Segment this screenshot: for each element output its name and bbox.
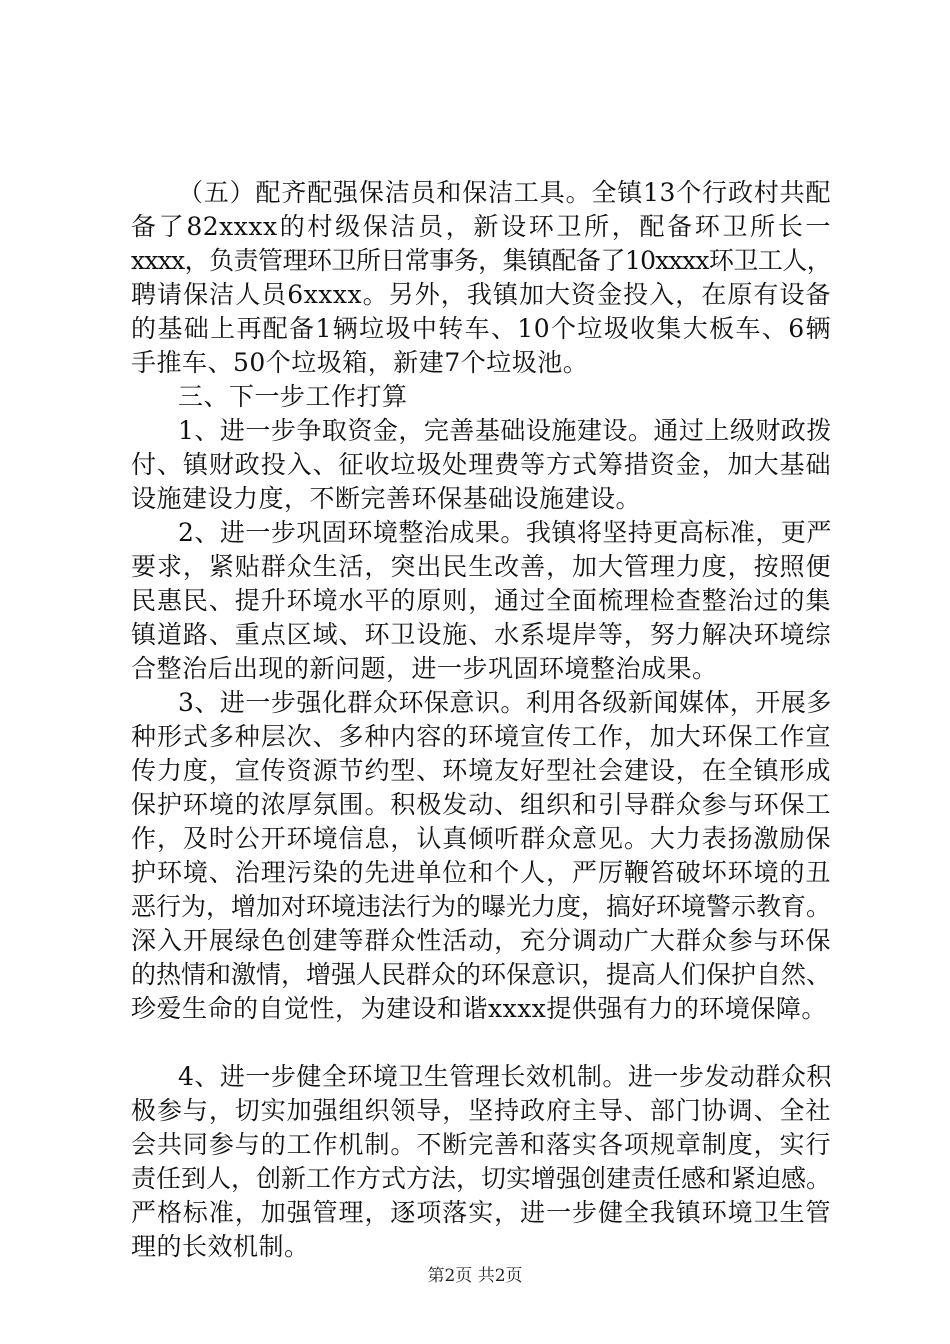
text-line: 会共同参与的工作机制。不断完善和落实各项规章制度，实行 — [131, 1130, 831, 1159]
text-line: 备了82xxxx的村级保洁员，新设环卫所，配备环卫所长一 — [131, 212, 831, 241]
text-line: 民惠民、提升环境水平的原则，通过全面梳理检查整治过的集 — [131, 586, 831, 615]
text-line: 要求，紧贴群众生活，突出民生改善，加大管理力度，按照便 — [131, 552, 831, 581]
text-line: 镇道路、重点区域、环卫设施、水系堤岸等，努力解决环境综 — [131, 620, 831, 649]
text-line: 理的长效机制。 — [131, 1232, 310, 1261]
text-line: 3、进一步强化群众环保意识。利用各级新闻媒体，开展多 — [178, 688, 832, 717]
text-line: 手推车、50个垃圾箱，新建7个垃圾池。 — [131, 348, 589, 377]
text-line: 作，及时公开环境信息，认真倾听群众意见。大力表扬激励保 — [131, 824, 831, 853]
page-footer: 第2页 共2页 — [427, 1266, 523, 1286]
text-line: 付、镇财政投入、征收垃圾处理费等方式筹措资金，加大基础 — [131, 450, 831, 479]
text-line: 护环境、治理污染的先进单位和个人，严厉鞭笞破坏环境的丑 — [131, 858, 831, 887]
text-line: 2、进一步巩固环境整治成果。我镇将坚持更高标准，更严 — [178, 518, 832, 547]
text-line: 聘请保洁人员6xxxx。另外，我镇加大资金投入，在原有设备 — [131, 280, 831, 309]
text-line: 种形式多种层次、多种内容的环境宣传工作，加大环保工作宣 — [131, 722, 831, 751]
text-line: 严格标准，加强管理，逐项落实，进一步健全我镇环境卫生管 — [131, 1198, 831, 1227]
text-line: 4、进一步健全环境卫生管理长效机制。进一步发动群众积 — [178, 1062, 832, 1091]
text-line: 恶行为，增加对环境违法行为的曝光力度，搞好环境警示教育。 — [131, 892, 832, 921]
text-line: xxxx，负责管理环卫所日常事务，集镇配备了10xxxx环卫工人， — [131, 246, 831, 275]
text-line: 1、进一步争取资金，完善基础设施建设。通过上级财政拨 — [178, 416, 832, 445]
text-line: （五）配齐配强保洁员和保洁工具。全镇13个行政村共配 — [178, 178, 831, 207]
text-line: 极参与，切实加强组织领导，坚持政府主导、部门协调、全社 — [131, 1096, 831, 1125]
text-line: 合整治后出现的新问题，进一步巩固环境整治成果。 — [131, 654, 718, 683]
text-line: 责任到人，创新工作方式方法，切实增强创建责任感和紧迫感。 — [131, 1164, 832, 1193]
text-line: 珍爱生命的自觉性，为建设和谐xxxx提供强有力的环境保障。 — [131, 994, 827, 1023]
text-line: 设施建设力度，不断完善环保基础设施建设。 — [131, 484, 642, 513]
text-line: 保护环境的浓厚氛围。积极发动、组织和引导群众参与环保工 — [131, 790, 831, 819]
text-line: 的热情和激情，增强人民群众的环保意识，提高人们保护自然、 — [131, 960, 832, 989]
text-line: 传力度，宣传资源节约型、环境友好型社会建设，在全镇形成 — [131, 756, 831, 785]
text-line: 深入开展绿色创建等群众性活动，充分调动广大群众参与环保 — [131, 926, 831, 955]
section-heading: 三、下一步工作打算 — [178, 382, 408, 411]
text-line: 的基础上再配备1辆垃圾中转车、10个垃圾收集大板车、6辆 — [131, 314, 831, 343]
